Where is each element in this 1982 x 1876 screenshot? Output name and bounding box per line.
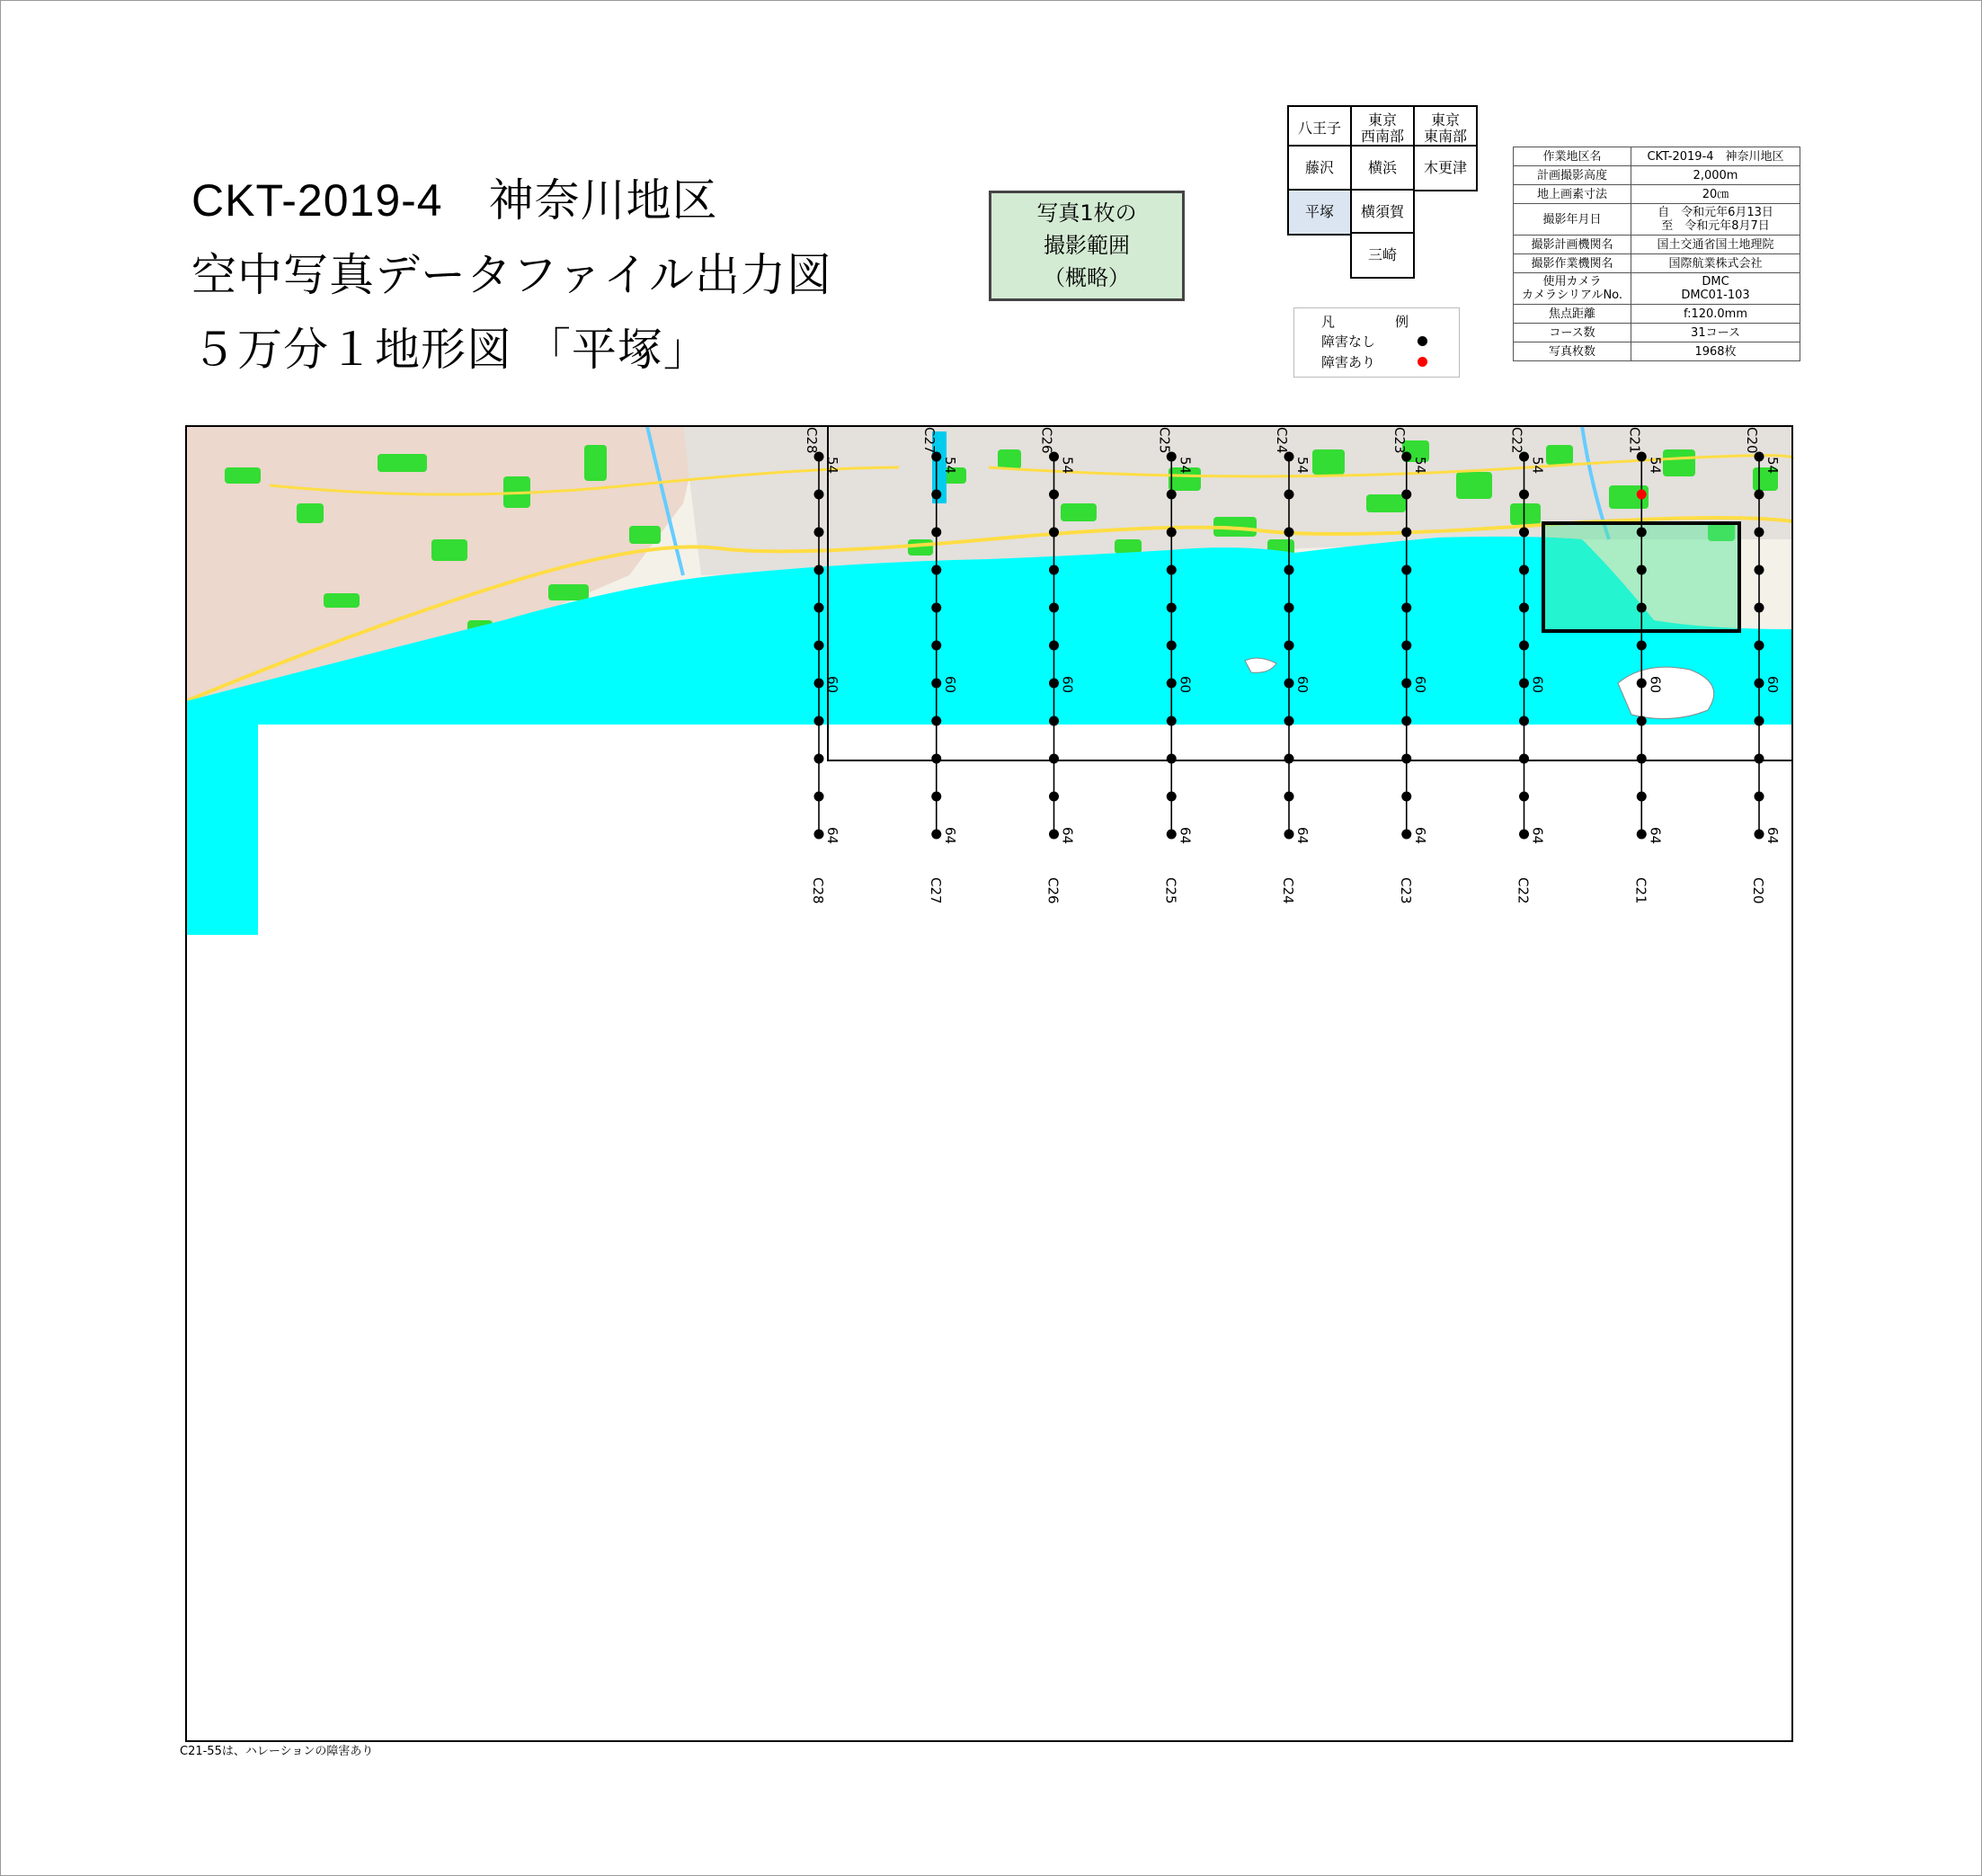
photo-point [1284,641,1294,651]
course-label-top: C25 [1156,427,1173,454]
scope-box-line-2: 撮影範囲 [1044,233,1130,258]
vegetation-patch [1312,449,1345,475]
photo-point [931,830,941,840]
photo-point [1755,792,1764,802]
course-start-number: 54 [1411,457,1428,475]
course-mid-number: 60 [1294,676,1311,694]
photo-point [1049,490,1059,500]
course-start-number: 54 [824,457,840,475]
vegetation-patch [548,584,589,600]
photo-point [931,754,941,764]
photo-point [1637,792,1647,802]
course-start-number: 54 [1764,457,1781,475]
photo-point [1755,565,1764,575]
photo-point [1637,565,1647,575]
vegetation-patch [998,449,1021,469]
index-sheet-3: 東京 東南部 [1413,105,1478,152]
photo-point [1284,603,1294,613]
photo-point [1049,565,1059,575]
sea-strip-left [186,725,258,935]
photo-point [1049,641,1059,651]
vegetation-patch [1510,503,1541,525]
course-label-bottom: C27 [927,877,944,904]
course-label-top: C26 [1038,427,1055,454]
photo-point [814,603,824,613]
photo-point [1519,754,1529,764]
course-label-bottom: C24 [1280,877,1296,904]
photo-point [814,754,824,764]
photo-point [1167,716,1177,726]
photo-point [931,603,941,613]
course-end-number: 64 [1294,827,1311,845]
photo-point [1049,792,1059,802]
index-sheet-4: 藤沢 [1287,145,1352,191]
photo-point [1755,679,1764,689]
photo-point [1049,754,1059,764]
photo-point [1167,679,1177,689]
course-mid-number: 60 [941,676,958,694]
info-value: DMC DMC01-103 [1631,273,1800,305]
photo-point [931,528,941,538]
scope-box-line-1: 写真1枚の [1036,200,1137,226]
photo-point [1167,830,1177,840]
info-key: 撮影計画機関名 [1514,236,1631,254]
photo-point [1401,792,1411,802]
course-label-top: C24 [1274,427,1290,454]
photo-point [814,528,824,538]
index-sheet-8: 横須賀 [1350,189,1415,236]
course-label-top: C27 [920,427,938,454]
photo-point [1284,679,1294,689]
photo-point [1401,528,1411,538]
photo-point [1755,754,1764,764]
island-enoshima [1618,667,1714,718]
photo-point [1519,716,1529,726]
photo-point [1167,565,1177,575]
photo-point [1755,490,1764,500]
index-sheet-2: 東京 西南部 [1350,105,1415,152]
photo-point [1637,754,1647,764]
index-sheet-1: 八王子 [1287,105,1352,152]
index-sheet-5: 横浜 [1350,145,1415,191]
course-mid-number: 60 [1177,676,1194,694]
photo-point [931,490,941,500]
photo-point [1284,716,1294,726]
photo-point [1284,565,1294,575]
photo-point [1284,528,1294,538]
photo-point [1519,565,1529,575]
photo-point [1637,830,1647,840]
title-line-3: ５万分１地形図 「平塚」 [191,325,709,375]
info-value: 国土交通省国土地理院 [1631,236,1800,254]
course-mid-number: 60 [1411,676,1428,694]
info-key: 焦点距離 [1514,305,1631,324]
vegetation-patch [324,593,360,608]
index-sheet-9: 三崎 [1350,232,1415,279]
photo-point [1519,641,1529,651]
index-sheet-7: 平塚 [1287,189,1352,236]
course-end-number: 64 [1059,827,1076,845]
info-key: 撮影年月日 [1514,204,1631,236]
vegetation-patch [431,539,467,561]
course-start-number: 54 [1177,457,1194,475]
footnote: C21-55は、ハレーションの障害あり [180,1745,374,1758]
course-label-top: C28 [804,427,820,454]
course-end-number: 64 [1647,827,1664,845]
photo-point [1401,754,1411,764]
photo-point [1755,603,1764,613]
title-line-1: CKT-2019-4 神奈川地区 [191,175,718,226]
course-label-bottom: C26 [1044,877,1062,904]
course-start-number: 54 [941,457,958,475]
photo-point [1049,528,1059,538]
vegetation-patch [629,526,661,544]
info-value: 20㎝ [1631,185,1800,204]
photo-point [1519,490,1529,500]
course-end-number: 64 [941,827,958,845]
course-label-bottom: C28 [810,877,826,904]
course-label-top: C22 [1508,427,1525,454]
course-label-bottom: C23 [1397,877,1414,904]
info-value: 自 令和元年6月13日 至 令和元年8月7日 [1631,204,1800,236]
photo-point [1401,641,1411,651]
photo-point [814,679,824,689]
course-end-number: 64 [1177,827,1194,845]
photo-point [1755,716,1764,726]
photo-point [1049,603,1059,613]
photo-point [931,679,941,689]
vegetation-patch [297,503,324,523]
info-key: 作業地区名 [1514,147,1631,166]
vegetation-patch [1663,449,1695,476]
photo-point [1755,830,1764,840]
photo-point [931,716,941,726]
photo-point [1167,603,1177,613]
photo-point [1519,830,1529,840]
photo-point [1519,792,1529,802]
photo-point [1049,716,1059,726]
scope-box-line-3: （概略） [1044,265,1130,290]
course-mid-number: 60 [1529,676,1546,694]
photo-point [1401,490,1411,500]
photo-point [1284,830,1294,840]
photo-point [1519,679,1529,689]
photo-point [1401,603,1411,613]
info-value: f:120.0mm [1631,305,1800,324]
vegetation-patch [1366,494,1406,512]
info-key: 撮影作業機関名 [1514,254,1631,273]
info-key: 使用カメラ カメラシリアルNo. [1514,273,1631,305]
photo-point [1637,603,1647,613]
course-start-number: 54 [1294,457,1311,475]
course-label-bottom: C21 [1632,877,1649,904]
course-start-number: 54 [1647,457,1664,475]
info-key: コース数 [1514,324,1631,342]
vegetation-patch [1061,503,1097,521]
course-label-top: C21 [1626,427,1643,454]
course-label-top: C20 [1744,427,1760,454]
course-mid-number: 60 [1764,676,1781,694]
legend-title: 凡 例 [1320,314,1432,330]
photo-point [814,830,824,840]
course-label-bottom: C25 [1162,877,1179,904]
photo-point [931,792,941,802]
vegetation-patch [1546,445,1573,465]
vegetation-patch [584,445,607,481]
photo-point [1167,754,1177,764]
photo-point [1284,490,1294,500]
course-label-bottom: C20 [1750,877,1766,904]
photo-point [1637,716,1647,726]
title-line-2: 空中写真データファイル出力図 [191,250,832,300]
course-start-number: 54 [1059,457,1076,475]
legend-no-obstacle-label: 障害なし [1321,333,1376,350]
photo-point [1167,528,1177,538]
photo-point [1401,679,1411,689]
course-end-number: 64 [1764,827,1781,845]
info-value: 1968枚 [1631,342,1800,361]
photo-point [1401,565,1411,575]
info-value: 2,000m [1631,166,1800,185]
photo-point [1167,490,1177,500]
photo-point [1755,641,1764,651]
course-start-number: 54 [1529,457,1546,475]
photo-point [814,792,824,802]
obstacle-photo-point [1637,490,1647,500]
photo-point [1519,528,1529,538]
photo-point [1401,716,1411,726]
photo-point [931,641,941,651]
photo-point [1401,830,1411,840]
course-end-number: 64 [1411,827,1428,845]
vegetation-patch [378,454,427,472]
photo-point [931,565,941,575]
course-label-bottom: C22 [1515,877,1532,904]
course-mid-number: 60 [1059,676,1076,694]
legend-obstacle-label: 障害あり [1321,354,1376,370]
info-key: 地上画素寸法 [1514,185,1631,204]
photo-point [1637,679,1647,689]
course-mid-number: 60 [1647,676,1664,694]
info-value: 国際航業株式会社 [1631,254,1800,273]
info-value: CKT-2019-4 神奈川地区 [1631,147,1800,166]
photo-point [1637,641,1647,651]
photo-point [814,490,824,500]
course-end-number: 64 [824,827,840,845]
photo-point [1167,641,1177,651]
photo-point [1049,679,1059,689]
course-end-number: 64 [1529,827,1546,845]
info-value: 31コース [1631,324,1800,342]
index-sheet-6: 木更津 [1413,145,1478,191]
photo-point [814,641,824,651]
photo-point [1167,792,1177,802]
vegetation-patch [1456,472,1492,499]
photo-point [814,565,824,575]
photo-point [1049,830,1059,840]
vegetation-patch [225,467,261,484]
photo-point [814,716,824,726]
course-mid-number: 60 [824,676,840,694]
course-label-top: C23 [1391,427,1408,454]
photo-point [1637,528,1647,538]
photo-point [1519,603,1529,613]
info-key: 写真枚数 [1514,342,1631,361]
photo-point [1755,528,1764,538]
photo-point [1284,792,1294,802]
photo-point [1284,754,1294,764]
info-key: 計画撮影高度 [1514,166,1631,185]
vegetation-patch [1115,539,1142,554]
